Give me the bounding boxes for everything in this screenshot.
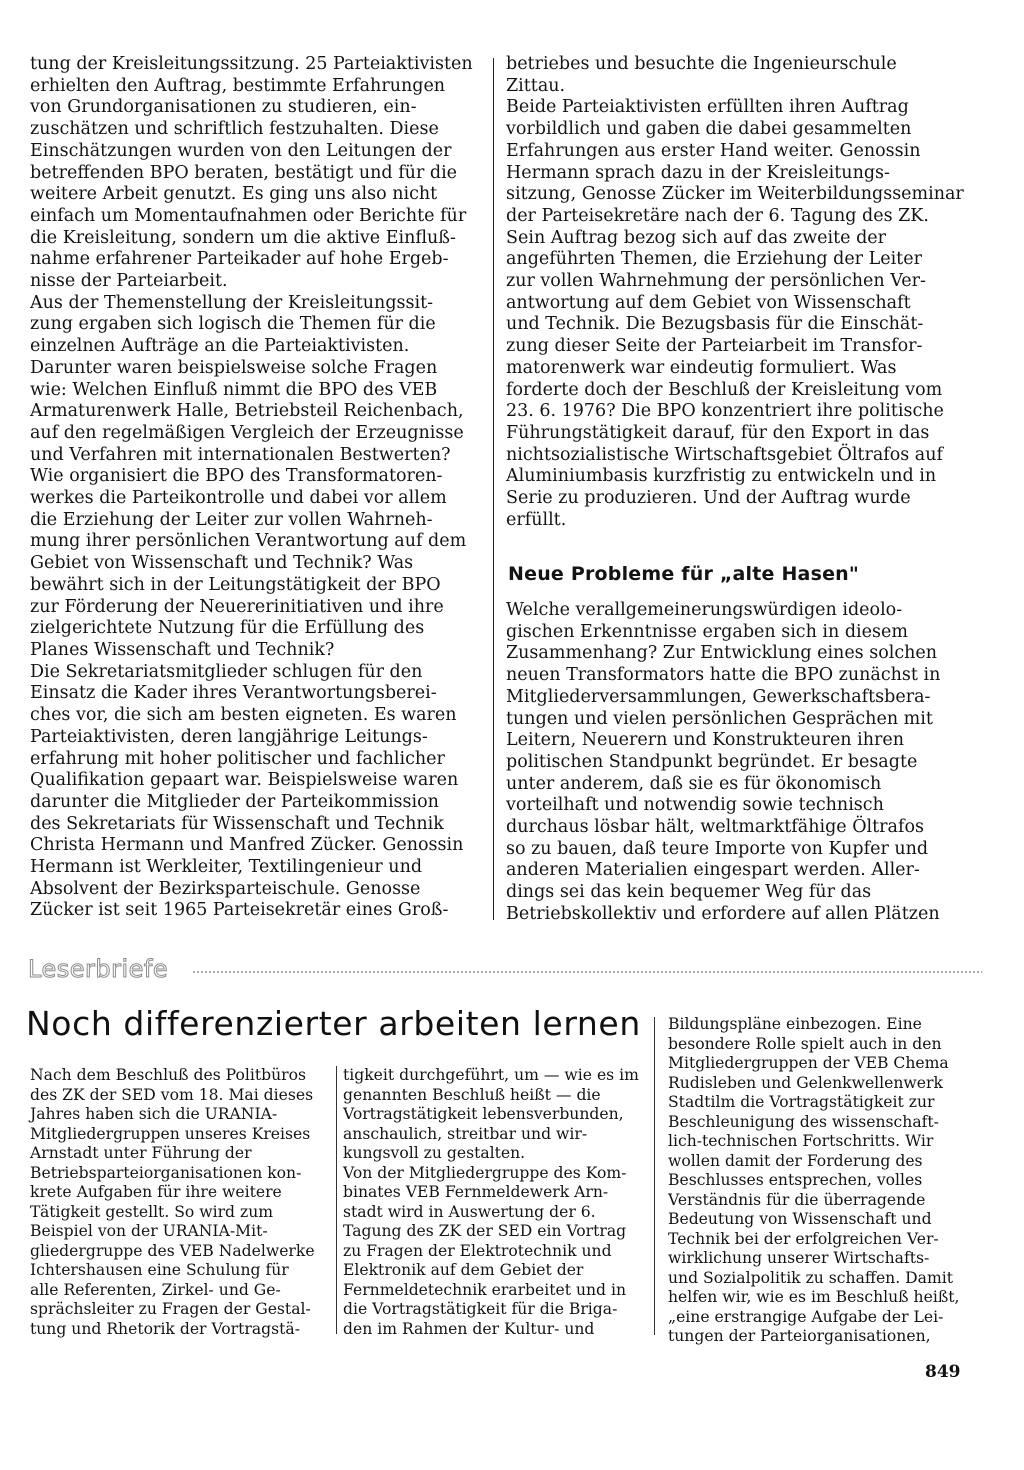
dotted-rule xyxy=(192,970,982,975)
article-column-right: betriebes und besuchte die Ingenieurschule Zittau. Beide Parteiaktivisten erfüllten ihren Auftrag vorbildlich und gaben die dabei gesammelten Erfahrungen aus erster Hand weiter. Genossin Hermann sprach dazu in der Kreisleitungs- sitzung, Genosse Zücker im Weiterbildungsseminar der Parteisekretäre nach der 6. Tagung des ZK. Sein Auftrag bezog sich auf das zweite der angeführten Themen, die Erziehung der Leiter zur vollen Wahrnehmung der persönlichen Ver- antwortung auf dem Gebiet von Wissenschaft und Technik. Die Bezugsbasis für die Einschät- zung dieser Seite der Parteiarbeit im Transfor- matorenwerk war eindeutig formuliert. Was forderte doch der Beschluß der Kreisleitung vom 23. 6. 1976? Die BPO konzentriert ihre politische Führungstätigkeit darauf, für den Export in das nichtsozialistische Wirtschaftsgebiet Öltrafos auf Aluminiumbasis kurzfristig zu entwickeln und in Serie zu produzieren. Und der Auftrag wurde erfüllt. xyxy=(506,54,964,530)
article-column-right-continued: Welche verallgemeinerungswürdigen ideolo- gischen Erkenntnisse ergaben sich in diesem Zusammenhang? Zur Entwicklung eines solchen neuen Transformators hatte die BPO zunächst in Mitgliederversammlungen, Gewerkschaftsbera- tungen und vielen persönlichen Gesprächen mit Leitern, Neuerern und Konstrukteuren ihren politischen Standpunkt begründet. Er besagte unter anderem, daß sie es für ökonomisch vorteilhaft und notwendig sowie technisch durchaus lösbar hält, weltmarktfähige Öltrafos so zu bauen, daß teure Importe von Kupfer und anderen Materialien eingespart werden. Aller- dings sei das kein bequemer Weg für das Betriebskollektiv und erfordere auf allen Plätzen xyxy=(506,600,941,924)
letter-column-3: Bildungspläne einbezogen. Eine besondere Rolle spielt auch in den Mitgliedergruppen der VEB Chema Rudisleben und Gelenkwellenwerk Stadtilm die Vortragstätigkeit zur Beschleunigung des wissenschaft- lich-technischen Fortschritts. Wir wollen damit der Forderung des Beschlusses entsprechen, volles Verständnis für die überragende Bedeutung von Wissenschaft und Technik bei der erfolgreichen Ver- wirklichung unserer Wirtschafts- und Sozialpolitik zu schaffen. Damit helfen wir, wie es im Beschluß heißt, „eine erstrangige Aufgabe der Lei- tungen der Parteiorganisationen, xyxy=(668,1015,960,1345)
letter-column-1: Nach dem Beschluß des Politbüros des ZK der SED vom 18. Mai dieses Jahres haben sich die URANIA- Mitgliedergruppen unseres Kreises Arnstadt unter Führung der Betriebsparteiorganisationen kon- krete Aufgaben für ihre weitere Tätigkeit gestellt. So wird zum Beispiel von der URANIA-Mit- gliedergruppe des VEB Nadelwerke Ichtershausen eine Schulung für alle Referenten, Zirkel- und Ge- sprächsleiter zu Fragen der Gestal- tung und Rhetorik der Vortragstä- xyxy=(30,1066,315,1338)
section-rubric: Leserbriefe xyxy=(28,955,169,983)
column-divider xyxy=(654,1017,655,1335)
letter-column-2: tigkeit durchgeführt, um — wie es im genannten Beschluß heißt — die Vortragstätigkeit lebensverbunden, anschaulich, streitbar und wir- kungsvoll zu gestalten. Von der Mitgliedergruppe des Kom- binates VEB Fernmeldewerk Arn- stadt wird in Auswertung der 6. Tagung des ZK der SED ein Vortrag zu Fragen der Elektrotechnik und Elektronik auf dem Gebiet der Fernmeldetechnik erarbeitet und in die Vortragstätigkeit für die Briga- den im Rahmen der Kultur- und xyxy=(343,1066,639,1338)
letters-headline: Noch differenzierter arbeiten lernen xyxy=(26,1004,641,1043)
page-number: 849 xyxy=(925,1362,961,1382)
article-column-left: tung der Kreisleitungssitzung. 25 Parteiaktivisten erhielten den Auftrag, bestimmte Erfahrungen von Grundorganisationen zu studieren, ein- zuschätzen und schriftlich festzuhalten. Diese Einschätzungen wurden von den Leitungen der betreffenden BPO beraten, bestätigt und für die weitere Arbeit genutzt. Es ging uns also nicht einfach um Momentaufnahmen oder Berichte für die Kreisleitung, sondern um die aktive Einfluß- nahme erfahrener Parteikader auf hohe Ergeb- nisse der Parteiarbeit. Aus der Themenstellung der Kreisleitungssit- zung ergaben sich logisch die Themen für die einzelnen Aufträge an die Parteiaktivisten. Darunter waren beispielsweise solche Fragen wie: Welchen Einfluß nimmt die BPO des VEB Armaturenwerk Halle, Betriebsteil Reichenbach, auf den regelmäßigen Vergleich der Erzeugnisse und Verfahren mit internationalen Bestwerten? Wie organisiert die BPO des Transformatoren- werkes die Parteikontrolle und dabei vor allem die Erziehung der Leiter zur vollen Wahrneh- mung ihrer persönlichen Verantwortung auf dem Gebiet von Wissenschaft und Technik? Was bewährt sich in der Leitungstätigkeit der BPO zur Förderung der Neuererinitiativen und ihre zielgerichtete Nutzung für die Erfüllung des Planes Wissenschaft und Technik? Die Sekretariatsmitglieder schlugen für den Einsatz die Kader ihres Verantwortungsberei- ches vor, die sich am besten eigneten. Es waren Parteiaktivisten, deren langjährige Leitungs- erfahrung mit hoher politischer und fachlicher Qualifikation gepaart war. Beispielsweise waren darunter die Mitglieder der Parteikommission des Sekretariats für Wissenschaft und Technik Christa Hermann und Manfred Zücker. Genossin Hermann ist Werkleiter, Textilingenieur und Absolvent der Bezirksparteischule. Genosse Zücker ist seit 1965 Parteisekretär eines Groß- xyxy=(30,54,473,921)
subheading: Neue Probleme für „alte Hasen" xyxy=(508,563,859,585)
column-divider xyxy=(493,58,494,920)
column-divider xyxy=(336,1066,337,1334)
